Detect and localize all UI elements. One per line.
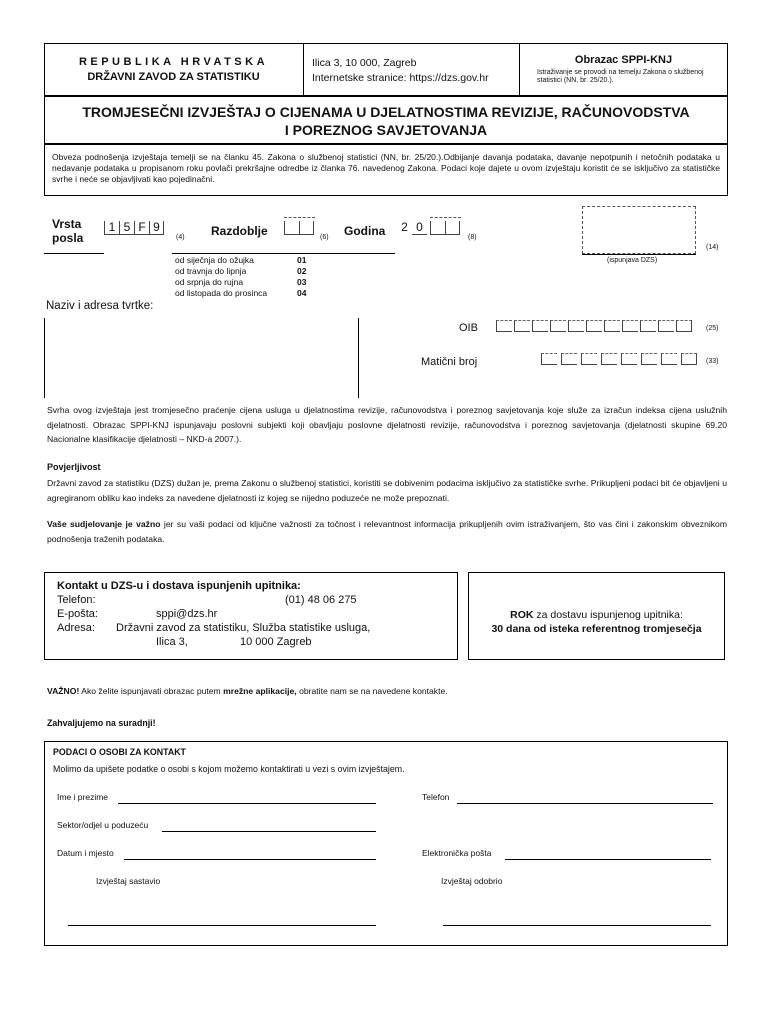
oib-cell[interactable] <box>496 320 512 332</box>
oib-cell[interactable] <box>550 320 566 332</box>
mb-cell[interactable] <box>621 353 637 365</box>
telefon-input[interactable] <box>457 803 713 804</box>
oib-cell[interactable] <box>658 320 674 332</box>
dzs-underline <box>582 254 696 255</box>
purpose-text: Svrha ovog izvještaja jest tromjesečno praćenje cijena usluga u djelatnostima revizije, računovodstva i poreznog savjetovanja koje služe za izračun indeksa cijena uslužnih djelatnosti. Obrazac SPPI-KNJ ispunjavaju poslovni subjekti koji obavljaju poslovne djelatnosti revizije, računovodstva i poreznog savjetovanja (djelatnosti skupine 69.20 Nacionalne klasifikacije djelatnosti – NKD-a 2007.). <box>47 405 727 444</box>
period-3-code: 03 <box>297 277 307 287</box>
period-2-label: od travnja do lipnja <box>175 266 247 276</box>
oib-cell[interactable] <box>604 320 620 332</box>
form-title-line-2: I POREZNOG SAVJETOVANJA <box>284 122 488 138</box>
vazno-bold: VAŽNO! <box>47 686 80 696</box>
razdoblje-underline <box>172 253 320 254</box>
godina-cell-1: 2 <box>401 220 408 234</box>
participation-text <box>47 517 727 546</box>
mb-cell[interactable] <box>601 353 617 365</box>
mb-code: (33) <box>706 358 719 365</box>
oib-cell[interactable] <box>676 320 692 332</box>
godina-label: Godina <box>344 224 386 238</box>
contact-tel-label: Telefon: <box>57 594 96 606</box>
datum-input[interactable] <box>124 859 376 860</box>
contact-addr-street: Ilica 3, <box>156 636 188 648</box>
godina-dash-top <box>430 217 461 218</box>
sektor-input[interactable] <box>162 831 376 832</box>
telefon-label: Telefon <box>422 792 450 802</box>
godina-code: (8) <box>468 234 477 241</box>
republika-label: REPUBLIKA HRVATSKA <box>78 56 269 68</box>
naziv-field[interactable] <box>46 318 356 398</box>
ime-input[interactable] <box>118 803 376 804</box>
vrsta-cell-3: F <box>134 221 149 235</box>
vrsta-label-2: posla <box>52 231 84 245</box>
mb-cell[interactable] <box>661 353 677 365</box>
oib-cell[interactable] <box>514 320 530 332</box>
contact-tel-value: (01) 48 06 275 <box>285 594 357 606</box>
oib-cell[interactable] <box>622 320 638 332</box>
sastavio-signature-line[interactable] <box>68 925 376 926</box>
contact-addr-city: 10 000 Zagreb <box>240 636 312 648</box>
oib-cell[interactable] <box>586 320 602 332</box>
vazno-note <box>47 686 448 696</box>
vazno-text-2: obratite nam se na navedene kontakte. <box>296 686 448 696</box>
mb-cells[interactable] <box>541 353 701 367</box>
oib-cell[interactable] <box>532 320 548 332</box>
contact-addr-label: Adresa: <box>57 622 95 634</box>
oib-label: OIB <box>459 322 478 334</box>
email-input[interactable] <box>505 859 711 860</box>
email-label: Elektronička pošta <box>422 848 492 858</box>
vrsta-label-1: Vrsta <box>52 217 82 231</box>
mb-cell[interactable] <box>541 353 557 365</box>
vrsta-cell-2: 5 <box>119 221 134 235</box>
vrsta-cell-1: 1 <box>104 221 119 235</box>
rok-bold: ROK <box>510 609 534 621</box>
period-4-code: 04 <box>297 288 307 298</box>
razdoblje-cell-2[interactable] <box>299 221 314 235</box>
participation-rest: jer su vaši podaci od ključne važnosti za točnost i relevantnost informacija prikupljenih ovim istraživanjem, što vas čini i zakonskim obveznikom podnošenja traženih podataka. <box>47 519 727 544</box>
mb-label: Matični broj <box>421 356 478 368</box>
ime-label: Ime i prezime <box>57 792 109 802</box>
odobrio-label: Izvještaj odobrio <box>441 876 503 886</box>
oib-cells[interactable] <box>496 320 676 334</box>
vrsta-cells <box>104 221 164 235</box>
header-divider-1 <box>303 43 304 96</box>
period-3-label: od srpnja do rujna <box>175 277 244 287</box>
period-4-label: od listopada do prosinca <box>175 288 268 298</box>
godina-cell-4[interactable] <box>445 221 460 235</box>
naziv-label: Naziv i adresa tvrtke: <box>46 300 154 312</box>
razdoblje-code: (6) <box>320 234 329 241</box>
vazno-text-1: Ako želite ispunjavati obrazac putem <box>79 686 224 696</box>
confidentiality-text: Državni zavod za statistiku (DZS) dužan je, prema Zakonu o službenoj statistici, koristiti se dobivenim podacima isključivo za statističke svrhe. Prikupljeni podaci bit će objavljeni u agregiranom obliku kao indeks za navedene djelatnosti iz kojeg se nijedno poduzeće ne može prepoznati. <box>47 478 727 503</box>
oib-cell[interactable] <box>568 320 584 332</box>
vrsta-code: (4) <box>176 234 185 241</box>
godina-cell-2: 0 <box>412 221 427 235</box>
oib-code: (25) <box>706 325 719 332</box>
participation-bold: Vaše sudjelovanje je važno <box>47 519 161 529</box>
obligation-text: Obveza podnošenja izvještaja temelji se na članku 45. Zakona o službenoj statistici (NN, br. 25/20.).Odbijanje davanja podataka, davanje nepotpunih i netočnih podataka u nedavanje podataka u propisanom roku povlači prekršajne odredbe iz članka 76. navedenog Zakona. Podaci koje dajete u ovom izvještaju koristit će se isključivo za statističke svrhe i neće se objavljivati kao pojedinačni. <box>52 152 720 184</box>
rok-text: za dostavu ispunjenog upitnika: <box>533 609 683 621</box>
vrsta-underline <box>44 253 104 254</box>
contact-heading: Kontakt u DZS-u i dostava ispunjenih upitnika: <box>57 580 301 592</box>
odobrio-signature-line[interactable] <box>443 925 711 926</box>
contact-email-value[interactable]: sppi@dzs.hr <box>156 608 218 620</box>
deadline-days: 30 dana od isteka referentnog tromjesečja <box>491 623 702 635</box>
mb-cell[interactable] <box>561 353 577 365</box>
period-1-label: od siječnja do ožujka <box>175 255 254 265</box>
godina-cells[interactable] <box>397 221 457 235</box>
period-1-code: 01 <box>297 255 307 265</box>
header-address: Ilica 3, 10 000, Zagreb <box>312 57 417 69</box>
oib-cell[interactable] <box>640 320 656 332</box>
godina-underline <box>319 253 395 254</box>
godina-cell-3[interactable] <box>430 221 445 235</box>
mb-cell[interactable] <box>641 353 657 365</box>
dzs-box <box>582 206 696 254</box>
vrsta-cell-4: 9 <box>149 221 164 235</box>
header-website: Internetske stranice: https://dzs.gov.hr <box>312 72 489 84</box>
sastavio-label: Izvještaj sastavio <box>96 876 161 886</box>
zavod-label: DRŽAVNI ZAVOD ZA STATISTIKU <box>87 71 260 83</box>
vazno-app-bold: mrežne aplikacije, <box>223 686 297 696</box>
form-name: Obrazac SPPI-KNJ <box>574 54 673 66</box>
mb-cell[interactable] <box>581 353 597 365</box>
person-heading: PODACI O OSOBI ZA KONTAKT <box>53 747 186 757</box>
contact-email-label: E-pošta: <box>57 608 98 620</box>
razdoblje-label: Razdoblje <box>211 224 268 238</box>
person-intro: Molimo da upišete podatke o osobi s kojom možemo kontaktirati u vezi s ovim izvještajem. <box>53 764 405 774</box>
razdoblje-dash-top <box>284 217 315 218</box>
razdoblje-cell-1[interactable] <box>284 221 299 235</box>
header-divider-2 <box>519 43 520 96</box>
thanks-note: Zahvaljujemo na suradnji! <box>47 718 156 728</box>
contact-addr-value: Državni zavod za statistiku, Služba statistike usluga, <box>116 622 371 634</box>
period-2-code: 02 <box>297 266 307 276</box>
deadline-line <box>468 609 725 621</box>
datum-label: Datum i mjesto <box>57 848 114 858</box>
form-legal-note: Istraživanje se provodi na temelju Zakona o službenoj statistici (NN, br. 25/20.). <box>537 69 704 84</box>
razdoblje-cells[interactable] <box>284 221 314 235</box>
naziv-field-left-border <box>44 318 45 398</box>
form-title-line-1: TROMJESEČNI IZVJEŠTAJ O CIJENAMA U DJELATNOSTIMA REVIZIJE, RAČUNOVODSTVA <box>82 104 690 120</box>
sektor-label: Sektor/odjel u poduzeću <box>57 820 149 830</box>
dzs-note: (ispunjava DZS) <box>607 257 658 264</box>
confidentiality-heading: Povjerljivost <box>47 462 101 472</box>
mb-cell[interactable] <box>681 353 697 365</box>
naziv-field-right-border <box>358 318 359 398</box>
dzs-code: (14) <box>706 244 719 251</box>
